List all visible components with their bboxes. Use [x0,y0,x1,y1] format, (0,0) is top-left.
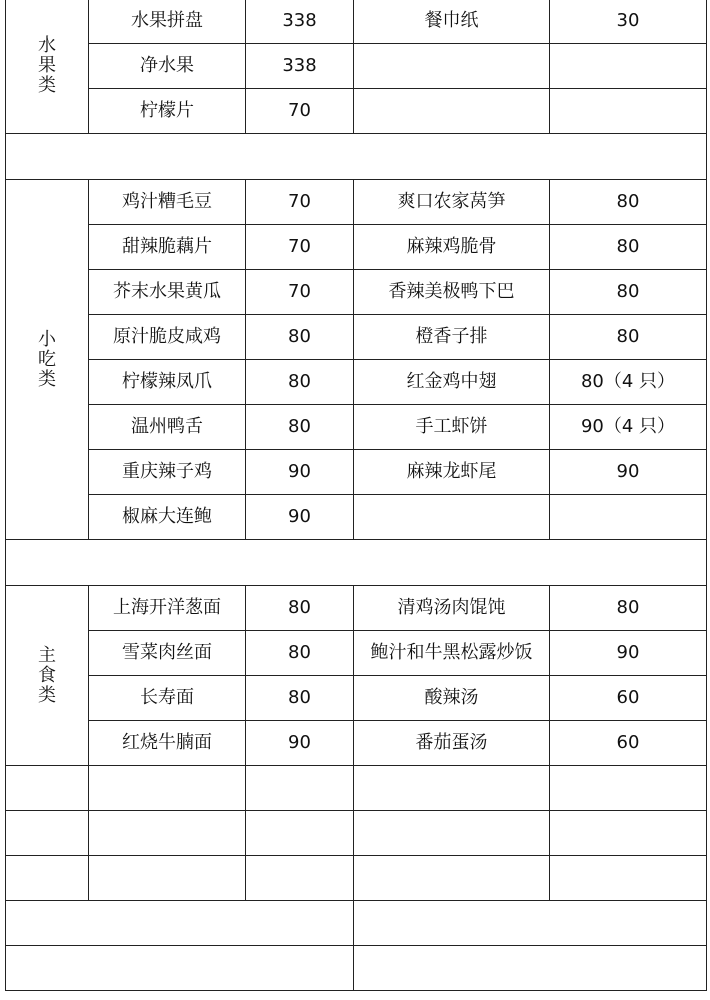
empty-cell [6,766,89,811]
item-name: 柠檬辣凤爪 [89,360,246,405]
item-price: 70 [246,225,354,270]
table-row [6,0,707,44]
table-row [6,180,707,225]
empty-row [6,811,707,856]
empty-cell [6,856,89,901]
item-price: 70 [246,180,354,225]
item-name: 麻辣龙虾尾 [354,450,550,495]
item-price: 80 [550,586,707,631]
empty-cell [550,856,707,901]
empty-cell [550,811,707,856]
item-price [550,495,707,540]
empty-cell [6,811,89,856]
empty-cell [89,766,246,811]
empty-cell [246,856,354,901]
empty-row [6,856,707,901]
item-name: 原汁脆皮咸鸡 [89,315,246,360]
item-price: 60 [550,676,707,721]
table-row [6,405,707,450]
item-name: 手工虾饼 [354,405,550,450]
item-price: 80 [246,405,354,450]
item-price: 80 [246,631,354,676]
table-row [6,225,707,270]
item-price: 30 [550,0,707,44]
item-price: 80 [246,586,354,631]
empty-cell [6,901,354,946]
table-row [6,315,707,360]
item-name: 温州鸭舌 [89,405,246,450]
item-price: 90 [246,495,354,540]
item-name [354,44,550,89]
item-name: 橙香子排 [354,315,550,360]
item-name: 麻辣鸡脆骨 [354,225,550,270]
item-name: 爽口农家莴笋 [354,180,550,225]
item-price: 80 [550,315,707,360]
item-name: 番茄蛋汤 [354,721,550,766]
item-name [354,89,550,134]
spacer-row [6,134,707,180]
item-name: 净水果 [89,44,246,89]
item-price: 90（4 只） [550,405,707,450]
item-price: 80 [246,676,354,721]
empty-cell [89,856,246,901]
item-name: 甜辣脆藕片 [89,225,246,270]
table-row [6,44,707,89]
item-name: 鸡汁糟毛豆 [89,180,246,225]
empty-cell [246,766,354,811]
item-price: 60 [550,721,707,766]
empty-cell [354,856,550,901]
item-name: 水果拼盘 [89,0,246,44]
table-row [6,676,707,721]
item-name [354,495,550,540]
item-name: 雪菜肉丝面 [89,631,246,676]
item-price: 90 [246,450,354,495]
item-price: 90 [550,450,707,495]
item-price [550,44,707,89]
table-row [6,586,707,631]
category-label: 水果类 [6,0,89,134]
item-name: 长寿面 [89,676,246,721]
item-price: 70 [246,89,354,134]
table-row [6,631,707,676]
item-name: 椒麻大连鲍 [89,495,246,540]
item-price: 338 [246,44,354,89]
empty-cell [354,766,550,811]
table-row [6,721,707,766]
item-price: 90 [550,631,707,676]
item-price: 80 [246,360,354,405]
item-name: 香辣美极鸭下巴 [354,270,550,315]
item-name: 上海开洋葱面 [89,586,246,631]
empty-cell [354,811,550,856]
category-label: 主食类 [6,586,89,766]
item-price: 80 [550,180,707,225]
table-row [6,360,707,405]
item-name: 柠檬片 [89,89,246,134]
spacer-row [6,540,707,586]
item-price: 80 [550,270,707,315]
empty-cell [354,901,707,946]
item-price: 80（4 只） [550,360,707,405]
table-row [6,450,707,495]
item-name: 鲍汁和牛黑松露炒饭 [354,631,550,676]
item-price: 70 [246,270,354,315]
item-name: 重庆辣子鸡 [89,450,246,495]
item-name: 芥末水果黄瓜 [89,270,246,315]
item-price: 80 [246,315,354,360]
item-name: 餐巾纸 [354,0,550,44]
empty-row [6,901,707,946]
item-price: 80 [550,225,707,270]
item-price: 338 [246,0,354,44]
item-name: 酸辣汤 [354,676,550,721]
empty-row [6,766,707,811]
table-row [6,89,707,134]
empty-cell [354,946,707,991]
table-row [6,495,707,540]
menu-table [5,0,707,991]
item-name: 红烧牛腩面 [89,721,246,766]
empty-cell [550,766,707,811]
spacer-cell [6,540,707,586]
empty-cell [89,811,246,856]
table-row [6,270,707,315]
item-name: 清鸡汤肉馄饨 [354,586,550,631]
empty-cell [246,811,354,856]
empty-cell [6,946,354,991]
category-label: 小吃类 [6,180,89,540]
item-price [550,89,707,134]
spacer-cell [6,134,707,180]
item-name: 红金鸡中翅 [354,360,550,405]
empty-row [6,946,707,991]
item-price: 90 [246,721,354,766]
